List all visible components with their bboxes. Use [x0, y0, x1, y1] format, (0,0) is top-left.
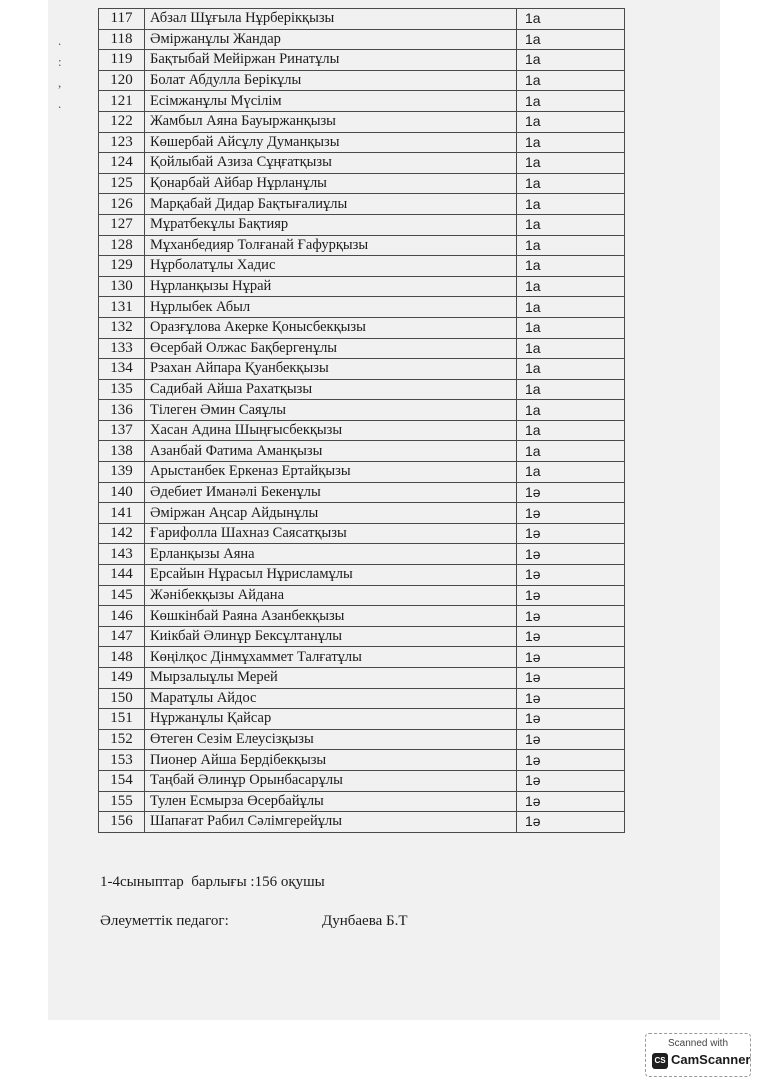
row-number: 154 — [99, 770, 145, 791]
row-number: 143 — [99, 544, 145, 565]
table-row — [99, 462, 625, 483]
row-number: 132 — [99, 317, 145, 338]
class-label: 1а — [517, 214, 625, 235]
table-row — [99, 338, 625, 359]
student-name: Әміржанұлы Жандар — [145, 29, 517, 50]
class-label: 1ә — [517, 626, 625, 647]
row-number: 135 — [99, 379, 145, 400]
table-row — [99, 668, 625, 689]
badge-caption: Scanned with — [667, 1038, 729, 1049]
student-name: Нұрболатұлы Хадис — [145, 256, 517, 277]
student-name: Пионер Айша Бердібекқызы — [145, 750, 517, 771]
class-label: 1ә — [517, 709, 625, 730]
table-row — [99, 379, 625, 400]
table-row — [99, 647, 625, 668]
student-name: Тілеген Әмин Саяұлы — [145, 400, 517, 421]
table-row — [99, 400, 625, 421]
table-row — [99, 276, 625, 297]
row-number: 120 — [99, 70, 145, 91]
class-label: 1ә — [517, 729, 625, 750]
class-label: 1а — [517, 256, 625, 277]
total-students-summary: 1-4сыныптар барлығы :156 оқушы — [100, 874, 325, 890]
student-name: Әдебиет Иманәлі Бекенұлы — [145, 482, 517, 503]
table-row — [99, 606, 625, 627]
class-label: 1ә — [517, 688, 625, 709]
class-label: 1а — [517, 400, 625, 421]
row-number: 138 — [99, 441, 145, 462]
class-label: 1а — [517, 111, 625, 132]
class-label: 1ә — [517, 606, 625, 627]
class-label: 1а — [517, 338, 625, 359]
class-label: 1ә — [517, 523, 625, 544]
row-number: 128 — [99, 235, 145, 256]
table-row — [99, 50, 625, 71]
class-label: 1а — [517, 359, 625, 380]
student-name: Ерланқызы Аяна — [145, 544, 517, 565]
table-row — [99, 91, 625, 112]
row-number: 117 — [99, 9, 145, 30]
row-number: 141 — [99, 503, 145, 524]
row-number: 136 — [99, 400, 145, 421]
table-row — [99, 9, 625, 30]
signatory-role: Әлеуметтік педагог: — [100, 913, 229, 929]
table-row — [99, 173, 625, 194]
student-name: Өтеген Сезім Елеусізқызы — [145, 729, 517, 750]
class-label: 1а — [517, 70, 625, 91]
class-label: 1ә — [517, 812, 625, 833]
table-row — [99, 709, 625, 730]
table-row — [99, 565, 625, 586]
class-label: 1ә — [517, 503, 625, 524]
student-name: Мұратбекұлы Бақтияр — [145, 214, 517, 235]
student-name: Марқабай Дидар Бақтығалиұлы — [145, 194, 517, 215]
student-name: Қойлыбай Азиза Сұңғатқызы — [145, 153, 517, 174]
table-row — [99, 297, 625, 318]
row-number: 156 — [99, 812, 145, 833]
class-label: 1а — [517, 9, 625, 30]
row-number: 142 — [99, 523, 145, 544]
table-row — [99, 688, 625, 709]
table-row — [99, 317, 625, 338]
row-number: 121 — [99, 91, 145, 112]
student-name: Таңбай Әлинұр Орынбасарұлы — [145, 770, 517, 791]
table-row — [99, 132, 625, 153]
row-number: 137 — [99, 420, 145, 441]
class-label: 1а — [517, 50, 625, 71]
row-number: 151 — [99, 709, 145, 730]
class-label: 1а — [517, 462, 625, 483]
row-number: 125 — [99, 173, 145, 194]
margin-marks: . : , . — [58, 33, 62, 111]
class-label: 1ә — [517, 770, 625, 791]
student-name: Оразғұлова Акерке Қонысбекқызы — [145, 317, 517, 338]
row-number: 127 — [99, 214, 145, 235]
table-row — [99, 482, 625, 503]
student-name: Мұханбедияр Толғанай Ғафурқызы — [145, 235, 517, 256]
class-label: 1ә — [517, 791, 625, 812]
student-roster-table — [98, 8, 625, 833]
row-number: 145 — [99, 585, 145, 606]
table-row — [99, 812, 625, 833]
class-label: 1а — [517, 317, 625, 338]
student-name: Маратұлы Айдос — [145, 688, 517, 709]
camscanner-logo-icon: CS — [652, 1053, 668, 1069]
row-number: 155 — [99, 791, 145, 812]
student-name: Тулен Есмырза Өсербайұлы — [145, 791, 517, 812]
student-name: Әміржан Аңсар Айдынұлы — [145, 503, 517, 524]
class-label: 1а — [517, 153, 625, 174]
student-name: Өсербай Олжас Бақбергенұлы — [145, 338, 517, 359]
student-name: Рзахан Айпара Қуанбекқызы — [145, 359, 517, 380]
class-label: 1а — [517, 441, 625, 462]
class-label: 1а — [517, 91, 625, 112]
student-name: Есімжанұлы Мүсілім — [145, 91, 517, 112]
student-name: Жамбыл Аяна Бауыржанқызы — [145, 111, 517, 132]
class-label: 1а — [517, 173, 625, 194]
student-name: Жәнібекқызы Айдана — [145, 585, 517, 606]
class-label: 1ә — [517, 668, 625, 689]
row-number: 122 — [99, 111, 145, 132]
table-row — [99, 523, 625, 544]
table-row — [99, 420, 625, 441]
table-row — [99, 70, 625, 91]
row-number: 118 — [99, 29, 145, 50]
student-name: Болат Абдулла Берікұлы — [145, 70, 517, 91]
table-row — [99, 729, 625, 750]
class-label: 1ә — [517, 565, 625, 586]
row-number: 134 — [99, 359, 145, 380]
class-label: 1ә — [517, 544, 625, 565]
student-name: Ғарифолла Шахназ Саясатқызы — [145, 523, 517, 544]
row-number: 152 — [99, 729, 145, 750]
student-name: Көшкінбай Раяна Азанбекқызы — [145, 606, 517, 627]
class-label: 1ә — [517, 585, 625, 606]
roster-body — [99, 9, 625, 833]
student-name: Көңілқос Дінмұхаммет Талғатұлы — [145, 647, 517, 668]
table-row — [99, 791, 625, 812]
row-number: 139 — [99, 462, 145, 483]
student-name: Бақтыбай Мейіржан Ринатұлы — [145, 50, 517, 71]
class-label: 1а — [517, 29, 625, 50]
row-number: 149 — [99, 668, 145, 689]
student-name: Киікбай Әлинұр Бексұлтанұлы — [145, 626, 517, 647]
student-name: Нұрлыбек Абыл — [145, 297, 517, 318]
class-label: 1а — [517, 276, 625, 297]
class-label: 1а — [517, 420, 625, 441]
row-number: 130 — [99, 276, 145, 297]
student-name: Мырзалыұлы Мерей — [145, 668, 517, 689]
row-number: 133 — [99, 338, 145, 359]
student-name: Хасан Адина Шыңғысбекқызы — [145, 420, 517, 441]
row-number: 153 — [99, 750, 145, 771]
table-row — [99, 153, 625, 174]
student-name: Азанбай Фатима Аманқызы — [145, 441, 517, 462]
badge-brand-name: CamScanner — [671, 1052, 751, 1067]
class-label: 1ә — [517, 750, 625, 771]
table-row — [99, 585, 625, 606]
row-number: 144 — [99, 565, 145, 586]
table-row — [99, 770, 625, 791]
class-label: 1а — [517, 194, 625, 215]
table-row — [99, 194, 625, 215]
table-row — [99, 503, 625, 524]
table-row — [99, 29, 625, 50]
row-number: 126 — [99, 194, 145, 215]
row-number: 147 — [99, 626, 145, 647]
class-label: 1а — [517, 132, 625, 153]
student-name: Абзал Шұғыла Нұрберікқызы — [145, 9, 517, 30]
row-number: 146 — [99, 606, 145, 627]
table-row — [99, 544, 625, 565]
student-name: Көшербай Айсұлу Думанқызы — [145, 132, 517, 153]
student-name: Қонарбай Айбар Нұрланұлы — [145, 173, 517, 194]
row-number: 124 — [99, 153, 145, 174]
table-row — [99, 626, 625, 647]
table-row — [99, 235, 625, 256]
student-name: Нұрланқызы Нұрай — [145, 276, 517, 297]
table-row — [99, 750, 625, 771]
row-number: 140 — [99, 482, 145, 503]
student-name: Садибай Айша Рахатқызы — [145, 379, 517, 400]
row-number: 123 — [99, 132, 145, 153]
row-number: 148 — [99, 647, 145, 668]
table-row — [99, 441, 625, 462]
row-number: 131 — [99, 297, 145, 318]
table-row — [99, 359, 625, 380]
student-name: Ерсайын Нұрасыл Нұрисламұлы — [145, 565, 517, 586]
student-name: Арыстанбек Еркеназ Ертайқызы — [145, 462, 517, 483]
table-row — [99, 214, 625, 235]
row-number: 119 — [99, 50, 145, 71]
class-label: 1ә — [517, 647, 625, 668]
camscanner-badge — [645, 1033, 751, 1077]
signatory-name: Дунбаева Б.Т — [322, 913, 408, 929]
class-label: 1а — [517, 235, 625, 256]
table-row — [99, 111, 625, 132]
row-number: 129 — [99, 256, 145, 277]
row-number: 150 — [99, 688, 145, 709]
table-row — [99, 256, 625, 277]
class-label: 1а — [517, 297, 625, 318]
class-label: 1ә — [517, 482, 625, 503]
student-name: Шапағат Рабил Сәлімгерейұлы — [145, 812, 517, 833]
student-name: Нұржанұлы Қайсар — [145, 709, 517, 730]
class-label: 1а — [517, 379, 625, 400]
